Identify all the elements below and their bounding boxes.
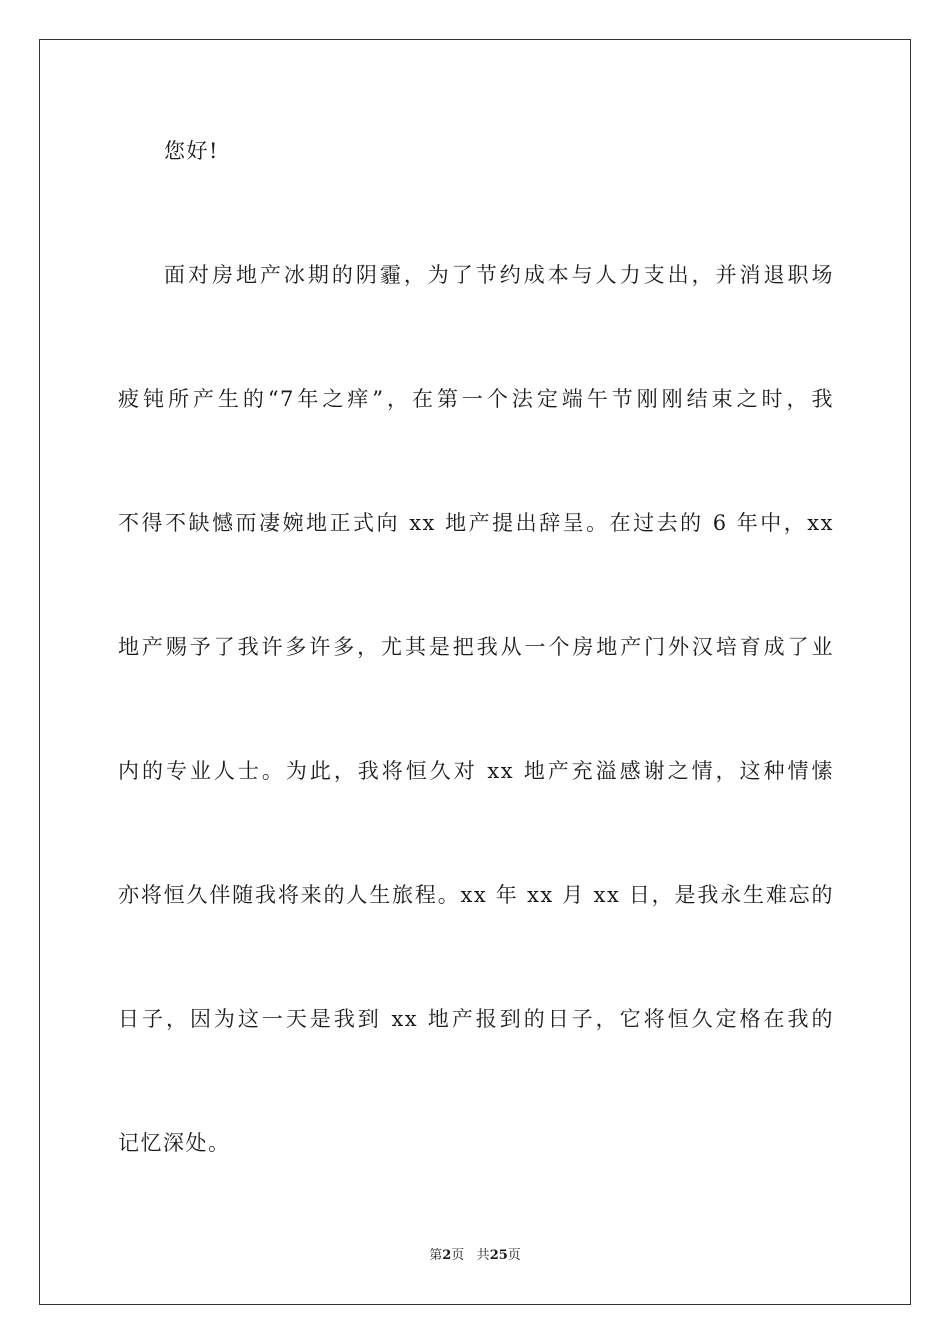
paragraph-line-1: 面对房地产冰期的阴霾，为了节约成本与人力支出，并消退职场 — [164, 263, 834, 287]
footer-page-prefix: 第 — [429, 1248, 443, 1263]
page-footer — [0, 1247, 950, 1265]
footer-total-suffix: 页 — [507, 1248, 521, 1263]
paragraph-line-8: 记忆深处。 — [118, 1131, 231, 1155]
footer-page-suffix: 页 — [451, 1248, 465, 1263]
paragraph-line-6: 亦将恒久伴随我将来的人生旅程。xx 年 xx 月 xx 日，是我永生难忘的 — [118, 883, 834, 907]
paragraph-line-4: 地产赐予了我许多许多，尤其是把我从一个房地产门外汉培育成了业 — [118, 635, 834, 659]
footer-page-current: 2 — [442, 1248, 452, 1263]
paragraph-line-5: 内的专业人士。为此，我将恒久对 xx 地产充溢感谢之情，这种情愫 — [118, 759, 834, 783]
footer-page-total: 25 — [489, 1248, 508, 1263]
paragraph-line-3: 不得不缺憾而凄婉地正式向 xx 地产提出辞呈。在过去的 6 年中，xx — [118, 511, 834, 535]
paragraph-line-7: 日子，因为这一天是我到 xx 地产报到的日子，它将恒久定格在我的 — [118, 1007, 834, 1031]
paragraph-line-2: 疲钝所产生的“7年之痒”，在第一个法定端午节刚刚结束之时，我 — [118, 387, 834, 411]
greeting: 您好! — [164, 139, 219, 163]
footer-total-prefix: 共 — [476, 1248, 490, 1263]
page-border — [39, 39, 911, 1305]
